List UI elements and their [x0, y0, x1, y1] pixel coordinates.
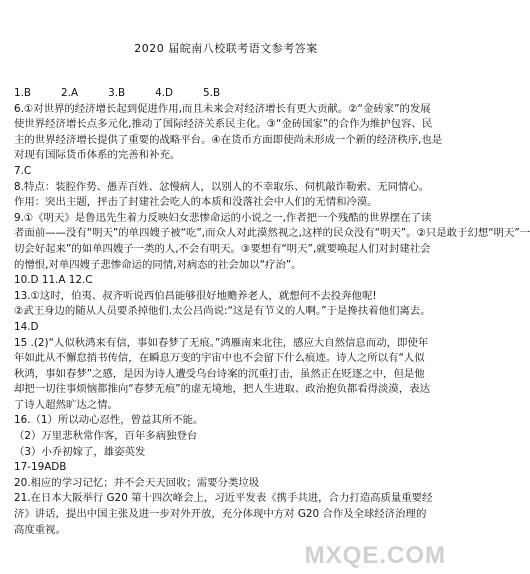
answer-line: 切会好起来”的如单四嫂子一类的人,不会有明天。③要想有“明天”,就要唤起人们对封建社会	[14, 242, 431, 255]
answer-2: 2.A	[61, 87, 79, 99]
answer-line: 高度重视。	[14, 523, 66, 536]
answer-line: （2）万里悲秋常作客，百年多病独登台	[14, 430, 198, 443]
watermark-logo: MXQE.COM	[304, 542, 446, 569]
answer-line: 6.①对世界的经济增长起到促进作用,而且未来会对经济增长有更大贡献。②“金砖家”的发展	[14, 102, 431, 115]
answer-line: 14.D	[14, 320, 39, 333]
answer-line: 10.D 11.A 12.C	[14, 274, 93, 287]
answer-line: 13.①这时，伯夷、叔齐听说西伯昌能够很好地赡养老人，就想何不去投奔他呢!	[14, 289, 377, 302]
answer-line: 者面前——没有“明天”的单四嫂子被“吃”,而众人对此漠然视之,这样的民众没有“明天”。②只是敢于幻想“明天”一	[14, 227, 530, 240]
answer-line: 21.在日本大阪举行 G20 第十四次峰会上，习近平发表《携手共进，合力打造高质量重要经	[14, 492, 433, 505]
answer-line: 秋鸿，事如春梦”之感，是因为诗人遭受乌台诗案的沉重打击，虽然正在贬逐之中，但是他	[14, 367, 425, 380]
answer-line: 济》讲话，提出中国主张及进一步对外开放，充分体现中方对 G20 合作及全球经济治理的	[14, 508, 427, 521]
answer-line: 作用：突出主题，抨击了封建社会吃人的本质和没落社会中人们的无情和冷漠。	[14, 196, 378, 209]
answer-line: 7.C	[14, 164, 32, 177]
answer-line: 了诗人超然旷达之情。	[14, 398, 118, 411]
answer-line: 的憎恨,对单四嫂子悲惨命运的同情,对病态的社会加以“疗治”。	[14, 258, 302, 271]
answer-line: 对现有国际货币体系的完善和补充。	[14, 149, 181, 162]
answer-5: 5.B	[203, 87, 221, 99]
answer-line: 15 .(2)“人似秋鸿来有信，事如春梦了无痕。”鸿雁南来北往，感应大自然信息而动，即使年	[14, 336, 429, 349]
mc-answers-1-5	[14, 86, 440, 102]
answer-4: 4.D	[155, 87, 174, 99]
answers-content	[14, 86, 530, 538]
answer-line: ②武王身边的随从人员要杀掉他们.太公吕尚说:“这是有节义的人啊。”于是搀扶着他们离去。	[14, 305, 431, 318]
answer-line: 16.（1）所以动心忍性，曾益其所不能。	[14, 414, 204, 427]
answer-line: 17-19ADB	[14, 461, 67, 474]
answer-line: 使世界经济增长点多元化,推动了国际经济关系民主化。③“金砖国家”的合作为维护包容、民	[14, 118, 433, 131]
answer-line: 8.特点：装腔作势、愚弄百姓、忿慢病人，以别人的不幸取乐、伺机敲诈勒索、无同情心。	[14, 180, 430, 193]
page-title: 2020 届皖南八校联考语文参考答案	[134, 42, 318, 55]
answer-3: 3.B	[108, 87, 126, 99]
answer-line: 9.①《明天》是鲁迅先生着力反映妇女悲惨命运的小说之一,作者把一个残酷的世界摆在了读	[14, 211, 432, 224]
answer-line: 20.相应的学习记忆；并不会天天回收；需要分类垃圾	[14, 476, 260, 489]
answer-line: 却把一切往事烦恼都推向“春梦无痕”的虚无境地，把人生进取、政治抱负都看得淡漠，表达	[14, 383, 430, 396]
answer-line: （3）小乔初嫁了，雄姿英发	[14, 445, 146, 458]
answer-1: 1.B	[14, 87, 32, 99]
answer-line: 年如此从不懈怠捎书传信，在瞬息万变的宇宙中也不会留下什么痕迹。诗人之所以有“人似	[14, 352, 425, 365]
answer-line: 主的世界经济增长提供了重要的战略平台。④在货币方面即使尚未形成一个新的经济秩序,也是	[14, 133, 443, 146]
